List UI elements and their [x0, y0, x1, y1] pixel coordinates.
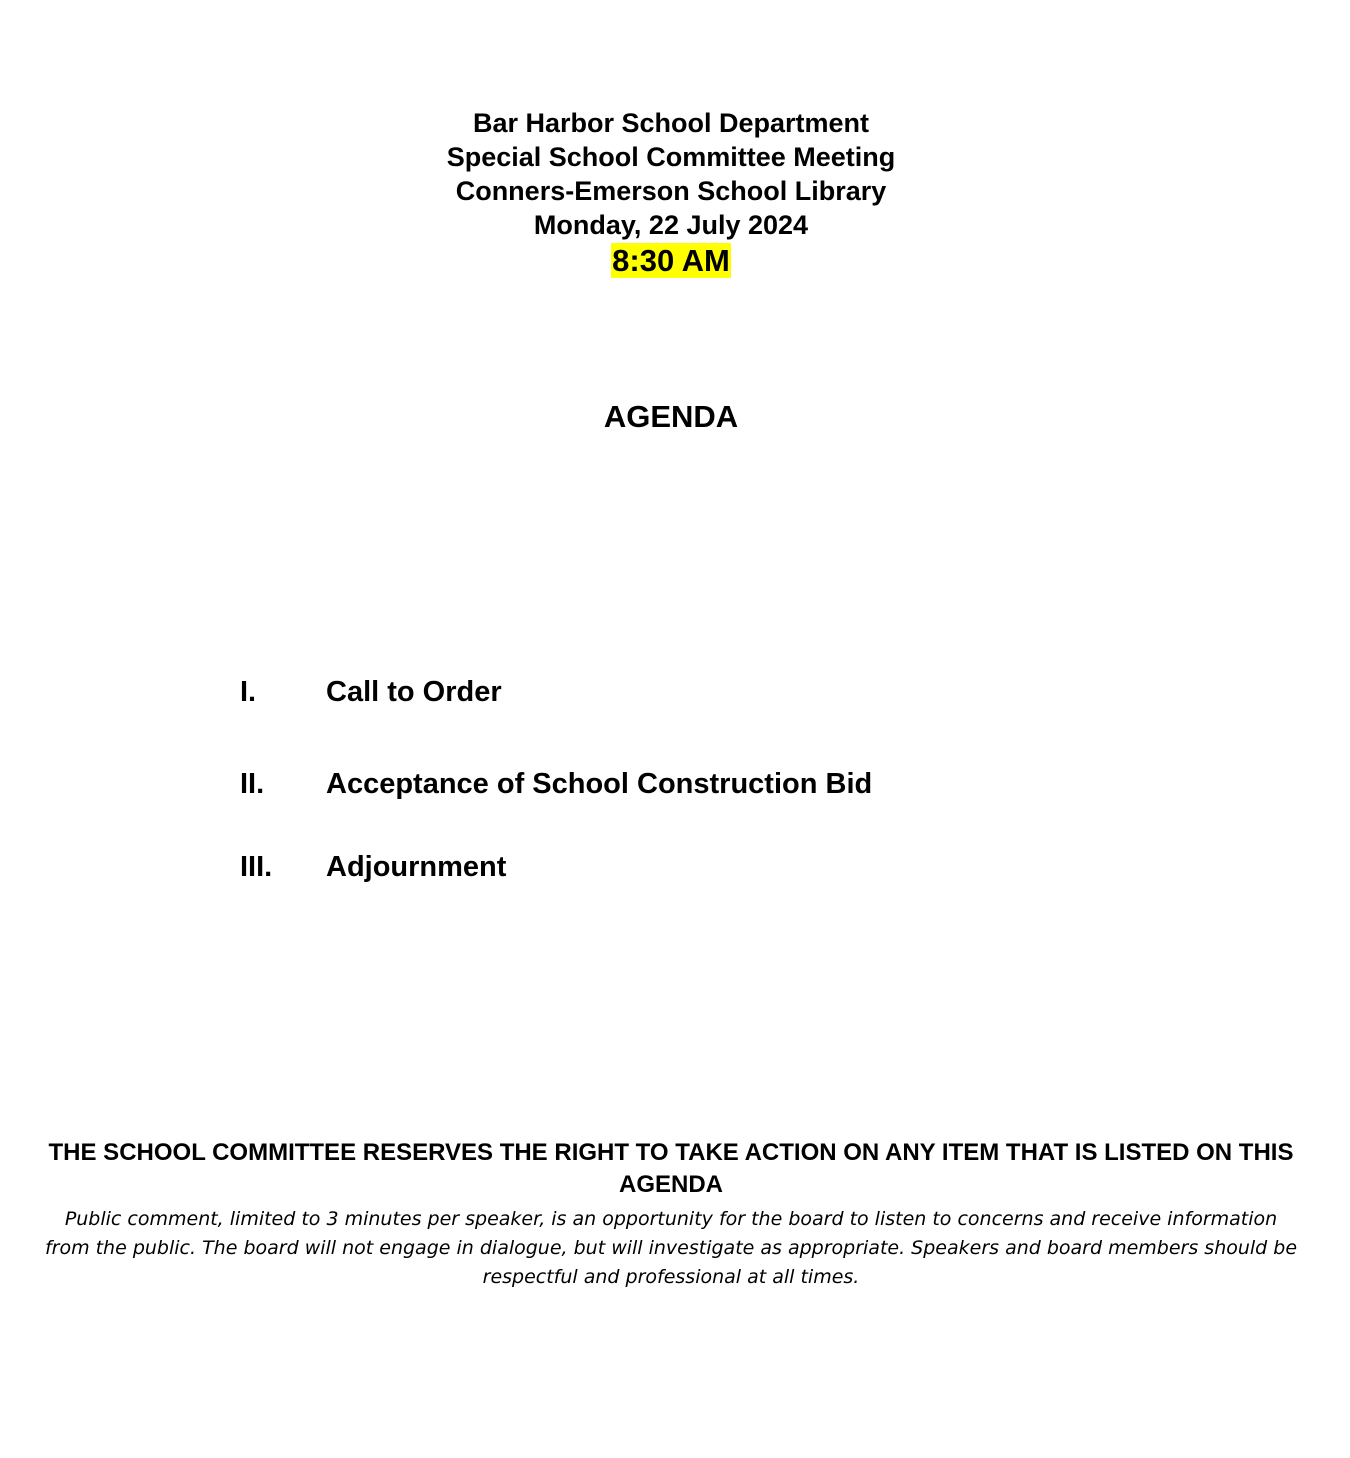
agenda-item	[240, 849, 506, 885]
agenda-item	[240, 674, 502, 710]
public-comment-note: Public comment, limited to 3 minutes per speaker, is an opportunity for the board to listen to concerns and receive information from the public. The board will not engage in dialogue, but will investigate as appropriate. Speakers and board members should be respectful and professional at all times.	[44, 1208, 1298, 1288]
agenda-item-label: Acceptance of School Construction Bid	[326, 768, 873, 800]
agenda-item-number: III.	[240, 851, 273, 883]
agenda-item-number: II.	[240, 768, 265, 800]
meeting-date: Monday, 22 July 2024	[533, 210, 809, 240]
document-header	[0, 106, 1342, 279]
agenda-title: AGENDA	[603, 399, 739, 434]
meeting-time: 8:30 AM	[612, 243, 730, 278]
meeting-type: Special School Committee Meeting	[446, 142, 896, 172]
agenda-item	[240, 766, 872, 802]
action-notice: THE SCHOOL COMMITTEE RESERVES THE RIGHT TO TAKE ACTION ON ANY ITEM THAT IS LISTED ON THIS AGENDA	[48, 1139, 1294, 1198]
agenda-item-label: Call to Order	[326, 676, 502, 708]
agenda-item-label: Adjournment	[326, 851, 507, 883]
agenda-item-number: I.	[240, 676, 257, 708]
meeting-location: Conners-Emerson School Library	[455, 176, 887, 206]
organization-name: Bar Harbor School Department	[472, 108, 870, 138]
meeting-time-line	[0, 243, 1342, 279]
